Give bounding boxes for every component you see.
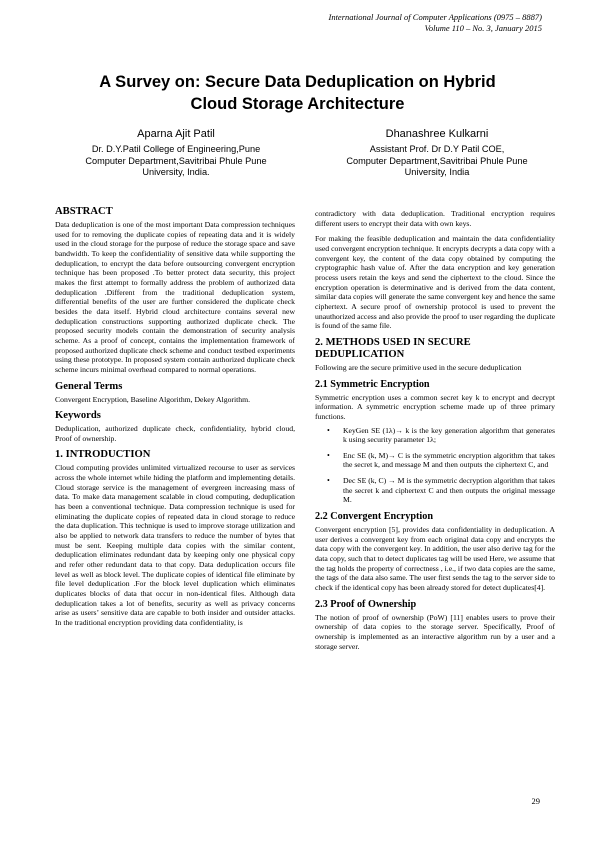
author-block-2 bbox=[312, 127, 562, 179]
paragraph: contradictory with data deduplication. Traditional encryption requires different users to encrypt their data with own keys. bbox=[315, 209, 555, 228]
symmetric-text: Symmetric encryption uses a common secret key k to encrypt and decrypt information. A symmetric encryption scheme made up of three primary functions. bbox=[315, 392, 555, 421]
general-terms-text: Convergent Encryption, Baseline Algorithm, Dekey Algorithm. bbox=[55, 394, 251, 404]
paper-title bbox=[40, 71, 555, 115]
list-item: • KeyGen SE (1λ)→ k is the key generation algorithm that generates k using security parameter 1λ; bbox=[315, 426, 555, 445]
list-item: • Enc SE (k, M)→ C is the symmetric encryption algorithm that takes the secret k, and message M and then outputs the ciphertext C, and bbox=[315, 451, 555, 470]
author-block-1 bbox=[51, 127, 301, 179]
author-affiliation: Computer Department,Savitribai Phule Pune bbox=[85, 155, 267, 166]
introduction-text: Cloud computing provides unlimited virtualized recourse to user as services across the whole internet while hiding the platform and implementing details. Cloud storage service is the management of evergreen increasing mass of data. To make data management scalable in cloud computing, deduplication has been a conventional technique. Data compression technique is used for eliminating the duplicate copies of repeated data in cloud storage to reduce the data duplication. This technique is used to improve storage utilization and also be applied to network data transfers to reduce the number of bytes that must be sent. Keeping multiple data copies with the similar content, deduplication eliminates redundant data by keeping only one physical copy and refer other redundant data to that copy. Data deduplication occurs file level as well as block level. The duplicate copies of identical file eliminate by file level deduplication .For the block level duplication which eliminates duplicates blocks of data that occur in non-identical files. Although data deduplication takes a lot of benefits, security as well as privacy concerns arise as users’ sensitive data are capable to both insider and outsider attacks. In the traditional encryption providing data confidentiality, is bbox=[55, 463, 295, 627]
author-affiliation: Assistant Prof. Dr D.Y Patil COE, bbox=[369, 144, 505, 154]
author-name: Dhanashree Kulkarni bbox=[385, 128, 489, 140]
abstract-text: Data deduplication is one of the most important Data compression techniques used for to removing the duplicate copies of repeating data and it is widely used in the cloud storage for the purpose of reduce the storage space and save bandwidth. To keep the confidentiality of sensitive data while supporting the deduplication, to encrypt the data before outsourcing convergent encryption technique has been proposed .To better protect data security, this project makes the first attempt to formally address the problem of authorized data deduplication .Different from the traditional deduplication system, differential benefits of the user are further considered the duplicate check besides the data itself. Hybrid cloud architecture contains several new deduplication constructions supporting authorized duplicate check. The proposed security models contain the demonstration of security analysis scheme. As a proof of concept, contains the implementation framework of proposed authorized duplicate check scheme and conduct testbed experiments using these prototype. In proposed system contain authorized duplicate check scheme incurs minimal overhead compared to normal operations. bbox=[55, 220, 295, 374]
author-affiliation: University, India. bbox=[142, 167, 210, 178]
introduction-heading: 1. INTRODUCTION bbox=[55, 449, 151, 461]
general-terms-heading: General Terms bbox=[55, 380, 123, 392]
title-line-2: Cloud Storage Architecture bbox=[190, 95, 405, 113]
symmetric-heading: 2.1 Symmetric Encryption bbox=[315, 378, 430, 390]
convergent-heading: 2.2 Convergent Encryption bbox=[315, 511, 434, 523]
author-name: Aparna Ajit Patil bbox=[137, 128, 215, 140]
title-line-1: A Survey on: Secure Data Deduplication on Hybrid bbox=[99, 73, 496, 91]
convergent-text: Convergent encryption [5], provides data confidentiality in deduplication. A user derives a convergent key from each original data copy and encrypts the data copy with the convergent key. In addition, the user also derive tag for the data copy, such that to detect duplicates tag will be used Here, we assume that the tag holds the property of correctness , i.e., if two data copies are the same, the tags of the data also same. The user first sends the tag to the server side to check if the identical copy has been already stored for detect duplicates[4]. bbox=[315, 525, 555, 593]
ownership-heading: 2.3 Proof of Ownership bbox=[315, 598, 417, 610]
ownership-text: The notion of proof of ownership (PoW) [11] enables users to prove their ownership of data copies to the storage server. Specifically, Proof of ownership is implemented as an interactive algorithm run by a user and a storage server. bbox=[315, 612, 555, 651]
keywords-text: Deduplication, authorized duplicate check, confidentiality, hybrid cloud, Proof of ownership. bbox=[55, 424, 295, 443]
right-column bbox=[315, 209, 555, 657]
methods-heading: 2. METHODS USED IN SECURE DEDUPLICATION bbox=[315, 336, 471, 360]
abstract-heading: ABSTRACT bbox=[55, 206, 113, 217]
keywords-heading: Keywords bbox=[55, 410, 101, 422]
author-affiliation: University, India bbox=[404, 167, 470, 178]
author-affiliation: Computer Department,Savitribai Phule Pune bbox=[346, 155, 528, 166]
journal-name: International Journal of Computer Applications (0975 – 8887) bbox=[328, 12, 542, 22]
journal-volume: Volume 110 – No. 3, January 2015 bbox=[424, 22, 542, 33]
author-affiliation: Dr. D.Y.Patil College of Engineering,Pune bbox=[91, 144, 261, 154]
function-list bbox=[315, 426, 555, 506]
left-column bbox=[55, 206, 295, 634]
list-item: • Dec SE (k, C) → M is the symmetric decryption algorithm that takes the secret k and ciphertext C and then outputs the original message M. bbox=[315, 476, 555, 505]
page-number: 29 bbox=[531, 796, 540, 806]
methods-text: Following are the secure primitive used in the secure deduplication bbox=[315, 362, 522, 372]
paragraph: For making the feasible deduplication and maintain the data confidentiality used convergent encryption technique. It encrypts decrypts a data copy with a convergent key, the content of the data copy obtained by computing the cryptographic hash value of. After the data encryption and key generation process users retain the keys and send the ciphertext to the cloud. Since the encryption operation is determinative and is derived from the data content, similar data copies will generate the same convergent key and hence the same ciphertext. A secure proof of ownership protocol is used to prevent the unauthorized access and also provide the proof to user regarding the duplicate is found of the same file. bbox=[315, 234, 555, 331]
journal-header bbox=[328, 12, 542, 33]
